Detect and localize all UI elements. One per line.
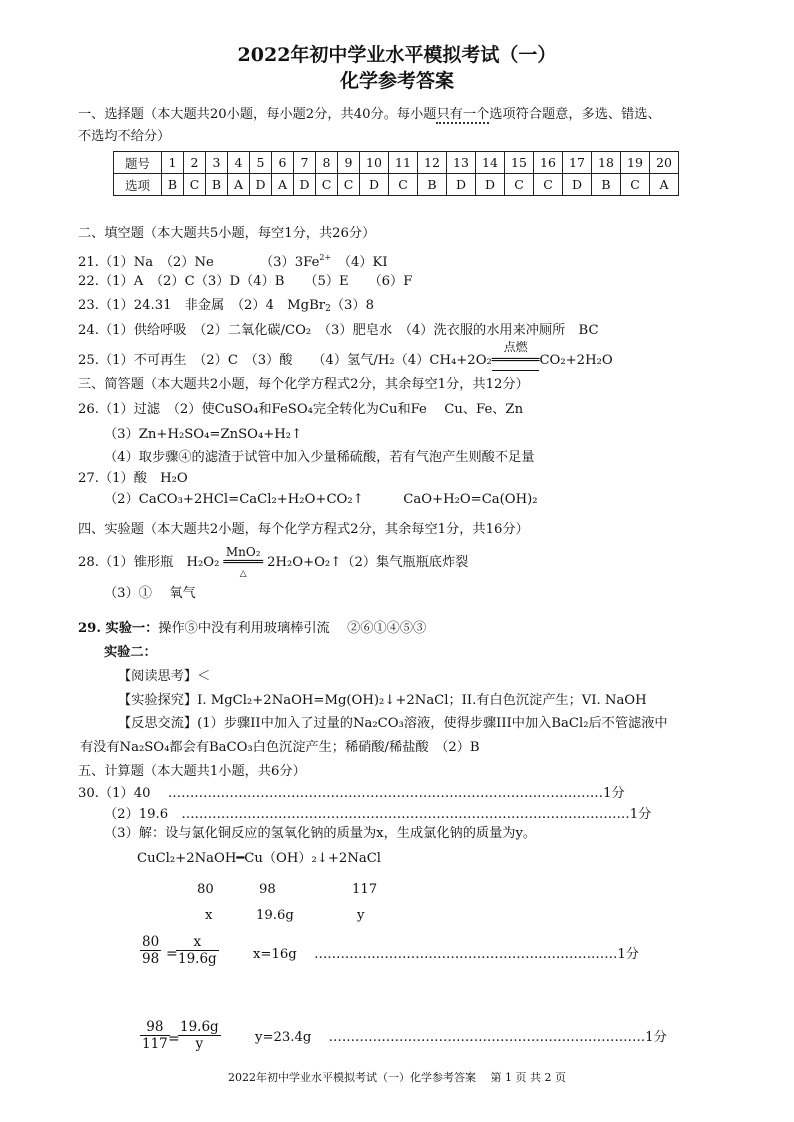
table-answer-label: 选项 [114,174,162,196]
section1-heading [78,106,661,124]
question-number-cell: 5 [250,152,272,174]
section1-heading-emphasis: 只有一个 [436,107,490,122]
question-24: 24.（1）供给呼吸 （2）二氧化碳/CO₂ （3）肥皂水 （4）洗衣服的水用来冲厕所 BC [78,323,599,338]
molar-mass-2: 98 [259,882,276,897]
fraction-numerator: x [176,934,219,951]
question-26-1: 26.（1）过滤 （2）使CuSO₄和FeSO₄完全转化为Cu和Fe Cu、Fe、Zn [78,402,524,417]
variable-3: y [357,908,365,923]
question-number-cell: 12 [418,152,447,174]
question-number-cell: 2 [184,152,206,174]
question-26-3: （4）取步骤④的滤渣于试管中加入少量稀硫酸，若有气泡产生则酸不足量 [104,450,535,465]
section4-heading: 四、实验题（本大题共2小题，每个化学方程式2分，其余每空1分，共16分） [78,522,529,537]
question-number-cell: 9 [338,152,360,174]
question-28-3: （3）① 氧气 [104,586,196,601]
section1-heading-part-a: 一、选择题（本大题共20小题，每小题2分，共40分。每小题 [78,107,437,122]
q28-heat-label: △ [239,569,247,579]
equals-sign: = [166,946,178,962]
answer-table-answer-row [114,174,679,196]
question-number-cell: 16 [534,152,563,174]
question-29-1 [78,620,426,638]
fraction-denominator: 98 [142,951,160,967]
question-number-cell: 10 [360,152,389,174]
answer-choice-cell: B [162,174,184,196]
equals-sign: = [168,1031,180,1047]
answer-choice-cell: D [360,174,389,196]
fraction-denominator: 19.6g [178,951,217,967]
ratio-fraction-2-left [140,1019,170,1052]
q25-reaction-condition [491,340,540,371]
q25-products: CO₂+2H₂O [539,353,613,368]
question-29-5: 【反思交流】(1）步骤II中加入了过量的Na₂CO₃溶液，使得步骤III中加入BaCl₂后不管滤液中 [118,716,668,731]
question-number-cell: 14 [476,152,505,174]
question-30-2: （2）19.6 …………………………………………………………………………………………1分 [104,807,652,822]
answer-choice-cell: D [476,174,505,196]
answer-table [113,151,679,196]
question-29-6: 有没有Na₂SO₄都会有BaCO₃白色沉淀产生；稀硝酸/稀盐酸 （2）B [80,740,480,755]
answer-choice-cell: D [250,174,272,196]
question-26-2: （3）Zn+H₂SO₄=ZnSO₄+H₂↑ [104,427,303,442]
question-28 [78,545,469,579]
q28-catalyst-label: MnO₂ [225,545,261,559]
question-30-1: 30.（1）40 ………………………………………………………………………………………1分 [78,786,625,801]
question-number-cell: 15 [505,152,534,174]
q23-subscript: 2 [325,304,331,314]
section3-heading: 三、简答题（本大题共2小题，每个化学方程式2分，其余每空1分，共12分） [78,377,529,392]
answer-choice-cell: C [505,174,534,196]
molar-mass-3: 117 [352,882,378,897]
answer-choice-cell: B [418,174,447,196]
result-y: y=23.4g ………………………………………………………………1分 [255,1030,667,1045]
fraction-denominator: y [195,1036,204,1052]
page-title: 2022年初中学业水平模拟考试（一） [237,44,557,66]
question-number-cell: 13 [447,152,476,174]
answer-choice-cell: C [338,174,360,196]
q28-text: 28.（1）锥形瓶 H₂O₂ [78,555,220,570]
question-number-cell: 19 [621,152,650,174]
question-27-2: （2）CaCO₃+2HCl=CaCl₂+H₂O+CO₂↑ CaO+H₂O=Ca(OH)₂ [104,492,538,507]
section1-heading-part-b: 选项符合题意，多选、错选、 [489,107,661,122]
question-27-1: 27.（1）酸 H₂O [78,471,188,486]
answer-choice-cell: B [592,174,621,196]
fraction-numerator: 98 [140,1019,170,1036]
question-29-4: 【实验探究】I. MgCl₂+2NaOH=Mg(OH)₂↓+2NaCl；II.有白色沉淀产生；VI. NaOH [118,693,647,708]
q28-reaction-bar: ═════ [223,555,264,570]
answer-choice-cell: C [184,174,206,196]
variable-1: x [205,908,213,923]
question-29-3: 【阅读思考】＜ [118,669,211,684]
q21-text: 21.（1）Na （2）Ne （3）3Fe [78,255,320,270]
q25-reaction-bar: ══════ [492,352,540,371]
ratio-fraction-1-right [176,934,219,967]
section2-heading: 二、填空题（本大题共5小题，每空1分，共26分） [78,226,376,241]
question-number-cell: 18 [592,152,621,174]
q25-text: 25.（1）不可再生 （2）C （3）酸 （4）氢气/H₂（4）CH₄+2O₂ [78,353,492,368]
question-number-cell: 20 [650,152,679,174]
question-30-3: （3）解：设与氯化铜反应的氢氧化钠的质量为x，生成氯化钠的质量为y。 [104,826,537,841]
question-25 [78,340,613,371]
answer-choice-cell: D [563,174,592,196]
answer-choice-cell: C [389,174,418,196]
answer-choice-cell: D [294,174,316,196]
question-number-cell: 1 [162,152,184,174]
molar-mass-1: 80 [197,882,214,897]
question-23 [78,297,374,318]
page-subtitle: 化学参考答案 [339,70,454,92]
fraction-numerator: 80 [142,934,160,950]
q25-condition-label: 点燃 [503,340,528,354]
q29-exp1-text: 操作⑤中没有利用玻璃棒引流 ②⑥①④⑤③ [158,621,427,636]
question-number-cell: 17 [563,152,592,174]
section1-heading-cont: 不选均不给分） [78,129,171,144]
table-header-label: 题号 [114,152,162,174]
answer-choice-cell: D [447,174,476,196]
answer-choice-cell: C [316,174,338,196]
section5-heading: 五、计算题（本大题共1小题，共6分） [78,764,306,779]
question-number-cell: 3 [206,152,228,174]
q21-superscript: 2+ [319,253,332,262]
reaction-equation: CuCl₂+2NaOH━Cu（OH）₂↓+2NaCl [137,851,382,866]
q23-text: 23.（1）24.31 非金属 （2）4 MgBr [78,298,326,313]
answer-choice-cell: B [206,174,228,196]
question-number-cell: 8 [316,152,338,174]
q28-reaction-condition [223,545,264,579]
fraction-denominator: 117 [142,1036,168,1052]
answer-choice-cell: C [534,174,563,196]
question-21 [78,249,388,272]
answer-choice-cell: A [228,174,250,196]
ratio-fraction-1-left [140,934,161,967]
answer-choice-cell: A [650,174,679,196]
q29-exp1-label: 29. 实验一： [78,621,159,636]
result-x: x=16g ……………………………………………………………1分 [253,947,639,962]
question-number-cell: 11 [389,152,418,174]
q21-text-b: （4）KI [331,255,388,270]
page-footer: 2022年初中学业水平模拟考试（一）化学参考答案 第 1 页 共 2 页 [228,1071,566,1084]
question-22: 22.（1）A （2）C（3）D（4）B （5）E （6）F [78,274,413,289]
fraction-numerator: 19.6g [180,1019,219,1035]
q28-text-b: 2H₂O+O₂↑（2）集气瓶瓶底炸裂 [267,555,469,570]
answer-table-number-row [114,152,679,174]
question-number-cell: 4 [228,152,250,174]
q23-text-b: （3）8 [330,298,375,313]
question-number-cell: 7 [294,152,316,174]
ratio-fraction-2-right [178,1019,221,1052]
question-29-2: 实验二： [104,645,157,660]
question-number-cell: 6 [272,152,294,174]
variable-2: 19.6g [256,908,294,923]
answer-choice-cell: C [621,174,650,196]
answer-choice-cell: A [272,174,294,196]
